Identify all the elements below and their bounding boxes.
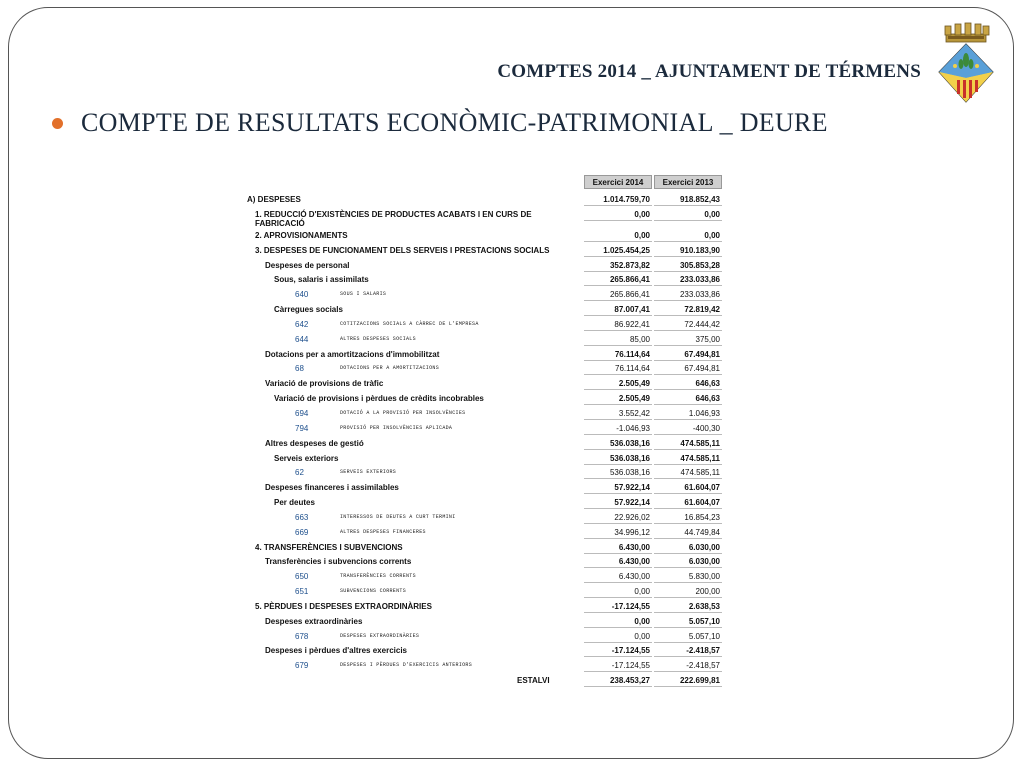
value-2014: 0,00 [634,631,650,641]
value-2013: -2.418,57 [686,646,720,656]
cell-divider [654,315,722,316]
account-description: TRANSFERÈNCIES CORRENTS [340,573,416,580]
table-row [247,513,727,528]
value-2014: -17.124,55 [611,601,650,611]
value-2013: 72.444,42 [684,319,720,329]
value-2014: 76.114,64 [615,364,650,374]
table-row [247,617,727,632]
cell-divider [584,627,652,628]
row-label: Serveis exteriors [274,453,339,463]
cell-divider [584,642,652,643]
account-code: 651 [295,587,309,597]
value-2013: 61.604,07 [684,483,720,493]
value-2013: 474.585,11 [680,468,720,478]
cell-divider [654,220,722,221]
value-2014: 238.453,27 [609,676,650,686]
value-2014: 0,00 [634,587,650,597]
cell-divider [584,582,652,583]
cell-divider [584,478,652,479]
account-code: 678 [295,631,309,641]
account-description: SUBVENCIONS CORRENTS [340,588,407,595]
value-2014: 0,00 [634,616,650,626]
cell-divider [654,241,722,242]
value-2014: 536.038,16 [609,453,650,463]
account-code: 669 [295,527,309,537]
cell-divider [584,241,652,242]
value-2014: 1.014.759,70 [603,195,650,204]
value-2014: 86.922,41 [614,319,650,329]
table-row [247,246,727,261]
table-row [247,483,727,498]
table-row [247,195,727,210]
cell-divider [654,508,722,509]
table-row [247,587,727,602]
table-row [247,261,727,276]
account-description: INTERESSOS DE DEUTES A CURT TERMINI [340,513,456,520]
value-2013: 646,63 [695,394,720,404]
value-2013: 233.033,86 [679,275,720,285]
column-header-2013: Exercici 2013 [654,175,722,189]
coat-of-arms-icon [937,22,995,106]
cell-divider [584,374,652,375]
value-2014: 265.866,41 [609,275,650,285]
row-label: ESTALVI [517,676,550,686]
value-2014: 87.007,41 [614,305,650,315]
cell-divider [654,478,722,479]
value-2014: 536.038,16 [609,438,650,448]
row-label: Despeses i pèrdues d'altres exercicis [265,646,407,656]
cell-divider [654,464,722,465]
value-2013: 918.852,43 [679,195,720,204]
value-2013: 6.030,00 [688,542,720,552]
value-2014: 85,00 [629,334,650,344]
row-label: Per deutes [274,498,315,508]
cell-divider [654,285,722,286]
account-description: SERVEIS EXTERIORS [340,469,397,476]
header-title: COMPTES 2014 _ AJUNTAMENT DE TÉRMENS [497,61,921,82]
value-2014: 6.430,00 [618,557,650,567]
cell-divider [654,553,722,554]
row-label: 4. TRANSFERÈNCIES I SUBVENCIONS [255,542,403,552]
value-2014: 2.505,49 [618,379,650,389]
cell-divider [584,360,652,361]
table-row [247,528,727,543]
cell-divider [654,627,722,628]
table-row [247,409,727,424]
value-2014: 352.873,82 [609,260,650,270]
table-row [247,439,727,454]
value-2014: 6.430,00 [618,572,650,582]
cell-divider [654,419,722,420]
value-2013: 222.699,81 [679,676,720,686]
account-description: PROVISIÓ PER INSOLVÈNCIES APLICADA [340,424,453,431]
bullet-heading-text: COMPTE DE RESULTATS ECONÒMIC-PATRIMONIAL _ DEURE [81,108,828,137]
value-2014: 57.922,14 [614,483,650,493]
value-2013: 200,00 [695,587,720,597]
cell-divider [584,434,652,435]
value-2013: 233.033,86 [679,290,720,300]
value-2013: 6.030,00 [688,557,720,567]
row-label: Altres despeses de gestió [265,438,364,448]
cell-divider [654,404,722,405]
account-code: 679 [295,661,309,671]
table-row [247,210,727,231]
cell-divider [584,523,652,524]
cell-divider [654,493,722,494]
table-row [247,543,727,558]
table-row [247,364,727,379]
row-label: Despeses de personal [265,260,350,270]
cell-divider [654,671,722,672]
cell-divider [584,419,652,420]
cell-divider [654,642,722,643]
cell-divider [584,330,652,331]
cell-divider [584,671,652,672]
account-description: DOTACIONS PER A AMORTITZACIONS [340,365,440,372]
shield-icon [939,44,993,102]
cell-divider [654,300,722,301]
value-2013: 910.183,90 [679,245,720,255]
value-2014: 2.505,49 [618,394,650,404]
value-2014: 3.552,42 [618,408,650,418]
cell-divider [584,493,652,494]
row-label: Transferències i subvencions corrents [265,557,412,567]
table-row [247,498,727,513]
cell-divider [654,389,722,390]
cell-divider [654,686,722,687]
table-row [247,468,727,483]
account-code: 642 [295,319,309,329]
value-2013: 61.604,07 [684,498,720,508]
row-label: 1. REDUCCIÓ D'EXISTÈNCIES DE PRODUCTES ACABATS I EN CURS DE FABRICACIÓ [255,209,532,228]
table-row [247,335,727,350]
value-2013: -400,30 [692,423,720,433]
row-label: 3. DESPESES DE FUNCIONAMENT DELS SERVEIS I PRESTACIONS SOCIALS [255,245,550,255]
cell-divider [654,523,722,524]
crown-icon [945,23,989,42]
table-row [247,275,727,290]
cell-divider [584,315,652,316]
cell-divider [654,374,722,375]
column-header-2014: Exercici 2014 [584,175,652,189]
cell-divider [584,567,652,568]
table-body [247,195,727,691]
account-description: DOTACIÓ A LA PROVISIÓ PER INSOLVÈNCIES [340,409,466,416]
cell-divider [654,597,722,598]
cell-divider [584,256,652,257]
account-code: 663 [295,512,309,522]
value-2013: 474.585,11 [680,438,720,448]
cell-divider [584,205,652,206]
value-2013: 5.830,00 [688,572,720,582]
cell-divider [584,508,652,509]
value-2013: 16.854,23 [684,512,720,522]
cell-divider [584,389,652,390]
bullet-dot-icon [52,118,63,129]
cell-divider [584,656,652,657]
cell-divider [584,404,652,405]
value-2013: 67.494,81 [684,349,720,359]
value-2013: 72.819,42 [684,305,720,315]
table-row [247,632,727,647]
cell-divider [654,656,722,657]
row-label: Variació de provisions de tràfic [265,379,384,389]
value-2014: -17.124,55 [611,646,650,656]
table-row [247,290,727,305]
cell-divider [654,205,722,206]
table-row [247,676,727,691]
account-description: DESPESES EXTRAORDINÀRIES [340,632,420,639]
row-label: Despeses extraordinàries [265,616,363,626]
value-2014: -17.124,55 [611,661,650,671]
account-description: SOUS I SALARIS [340,291,387,298]
value-2014: 265.866,41 [609,290,650,300]
cell-divider [654,612,722,613]
value-2013: -2.418,57 [686,661,720,671]
value-2014: 536.038,16 [609,468,650,478]
account-code: 644 [295,334,309,344]
row-label: Despeses financeres i assimilables [265,483,399,493]
value-2013: 2.638,53 [688,601,720,611]
account-code: 794 [295,423,309,433]
cell-divider [654,271,722,272]
row-label: Dotacions per a amortitzacions d'immobilitzat [265,349,440,359]
account-code: 694 [295,408,309,418]
value-2013: 44.749,84 [684,527,720,537]
cell-divider [584,300,652,301]
cell-divider [654,434,722,435]
value-2014: 76.114,64 [614,349,650,359]
cell-divider [584,464,652,465]
value-2014: 0,00 [634,230,650,240]
cell-divider [584,538,652,539]
table-row [247,424,727,439]
account-code: 68 [295,364,304,374]
table-row [247,557,727,572]
table-header [584,175,724,189]
account-description: COTITZACIONS SOCIALS A CÀRREC DE L'EMPRESA [340,320,479,327]
table-row [247,602,727,617]
table-row [247,646,727,661]
value-2014: 0,00 [634,209,650,219]
value-2014: 6.430,00 [618,542,650,552]
cell-divider [654,582,722,583]
value-2013: 5.057,10 [688,616,720,626]
value-2014: 22.926,02 [614,512,650,522]
value-2013: 646,63 [695,379,720,389]
account-description: DESPESES I PÈRDUES D'EXERCICIS ANTERIORS [340,662,473,669]
cell-divider [584,553,652,554]
cell-divider [654,567,722,568]
value-2014: 57.922,14 [614,498,650,508]
value-2014: 34.996,12 [614,527,650,537]
cell-divider [584,612,652,613]
table-row [247,661,727,676]
value-2013: 375,00 [695,334,720,344]
account-description: ALTRES DESPESES SOCIALS [340,335,416,342]
cell-divider [584,597,652,598]
bullet-heading [52,108,828,138]
cell-divider [654,538,722,539]
value-2013: 0,00 [704,230,720,240]
value-2014: 1.025.454,25 [603,245,650,255]
cell-divider [584,285,652,286]
row-label: 2. APROVISIONAMENTS [255,230,348,240]
cell-divider [654,345,722,346]
cell-divider [584,345,652,346]
account-code: 650 [295,572,309,582]
cell-divider [654,360,722,361]
table-row [247,320,727,335]
value-2013: 474.585,11 [680,453,720,463]
row-label: Càrregues socials [274,305,343,315]
cell-divider [584,220,652,221]
table-row [247,394,727,409]
value-2013: 305.853,28 [679,260,720,270]
row-label: A) DESPESES [247,195,301,204]
table-row [247,231,727,246]
table-row [247,572,727,587]
table-row [247,350,727,365]
row-label: 5. PÈRDUES I DESPESES EXTRAORDINÀRIES [255,601,432,611]
row-label: Variació de provisions i pèrdues de crèdits incobrables [274,394,484,404]
table-row [247,454,727,469]
cell-divider [654,256,722,257]
value-2013: 67.494,81 [684,364,720,374]
cell-divider [584,449,652,450]
cell-divider [654,449,722,450]
account-description: ALTRES DESPESES FINANCERES [340,528,426,535]
account-code: 62 [295,468,304,478]
table-row [247,379,727,394]
value-2013: 5.057,10 [688,631,720,641]
value-2014: -1.046,93 [616,423,650,433]
table-row [247,305,727,320]
cell-divider [584,686,652,687]
value-2013: 0,00 [704,209,720,219]
cell-divider [654,330,722,331]
account-code: 640 [295,290,309,300]
value-2013: 1.046,93 [688,408,720,418]
cell-divider [584,271,652,272]
row-label: Sous, salaris i assimilats [274,275,369,285]
